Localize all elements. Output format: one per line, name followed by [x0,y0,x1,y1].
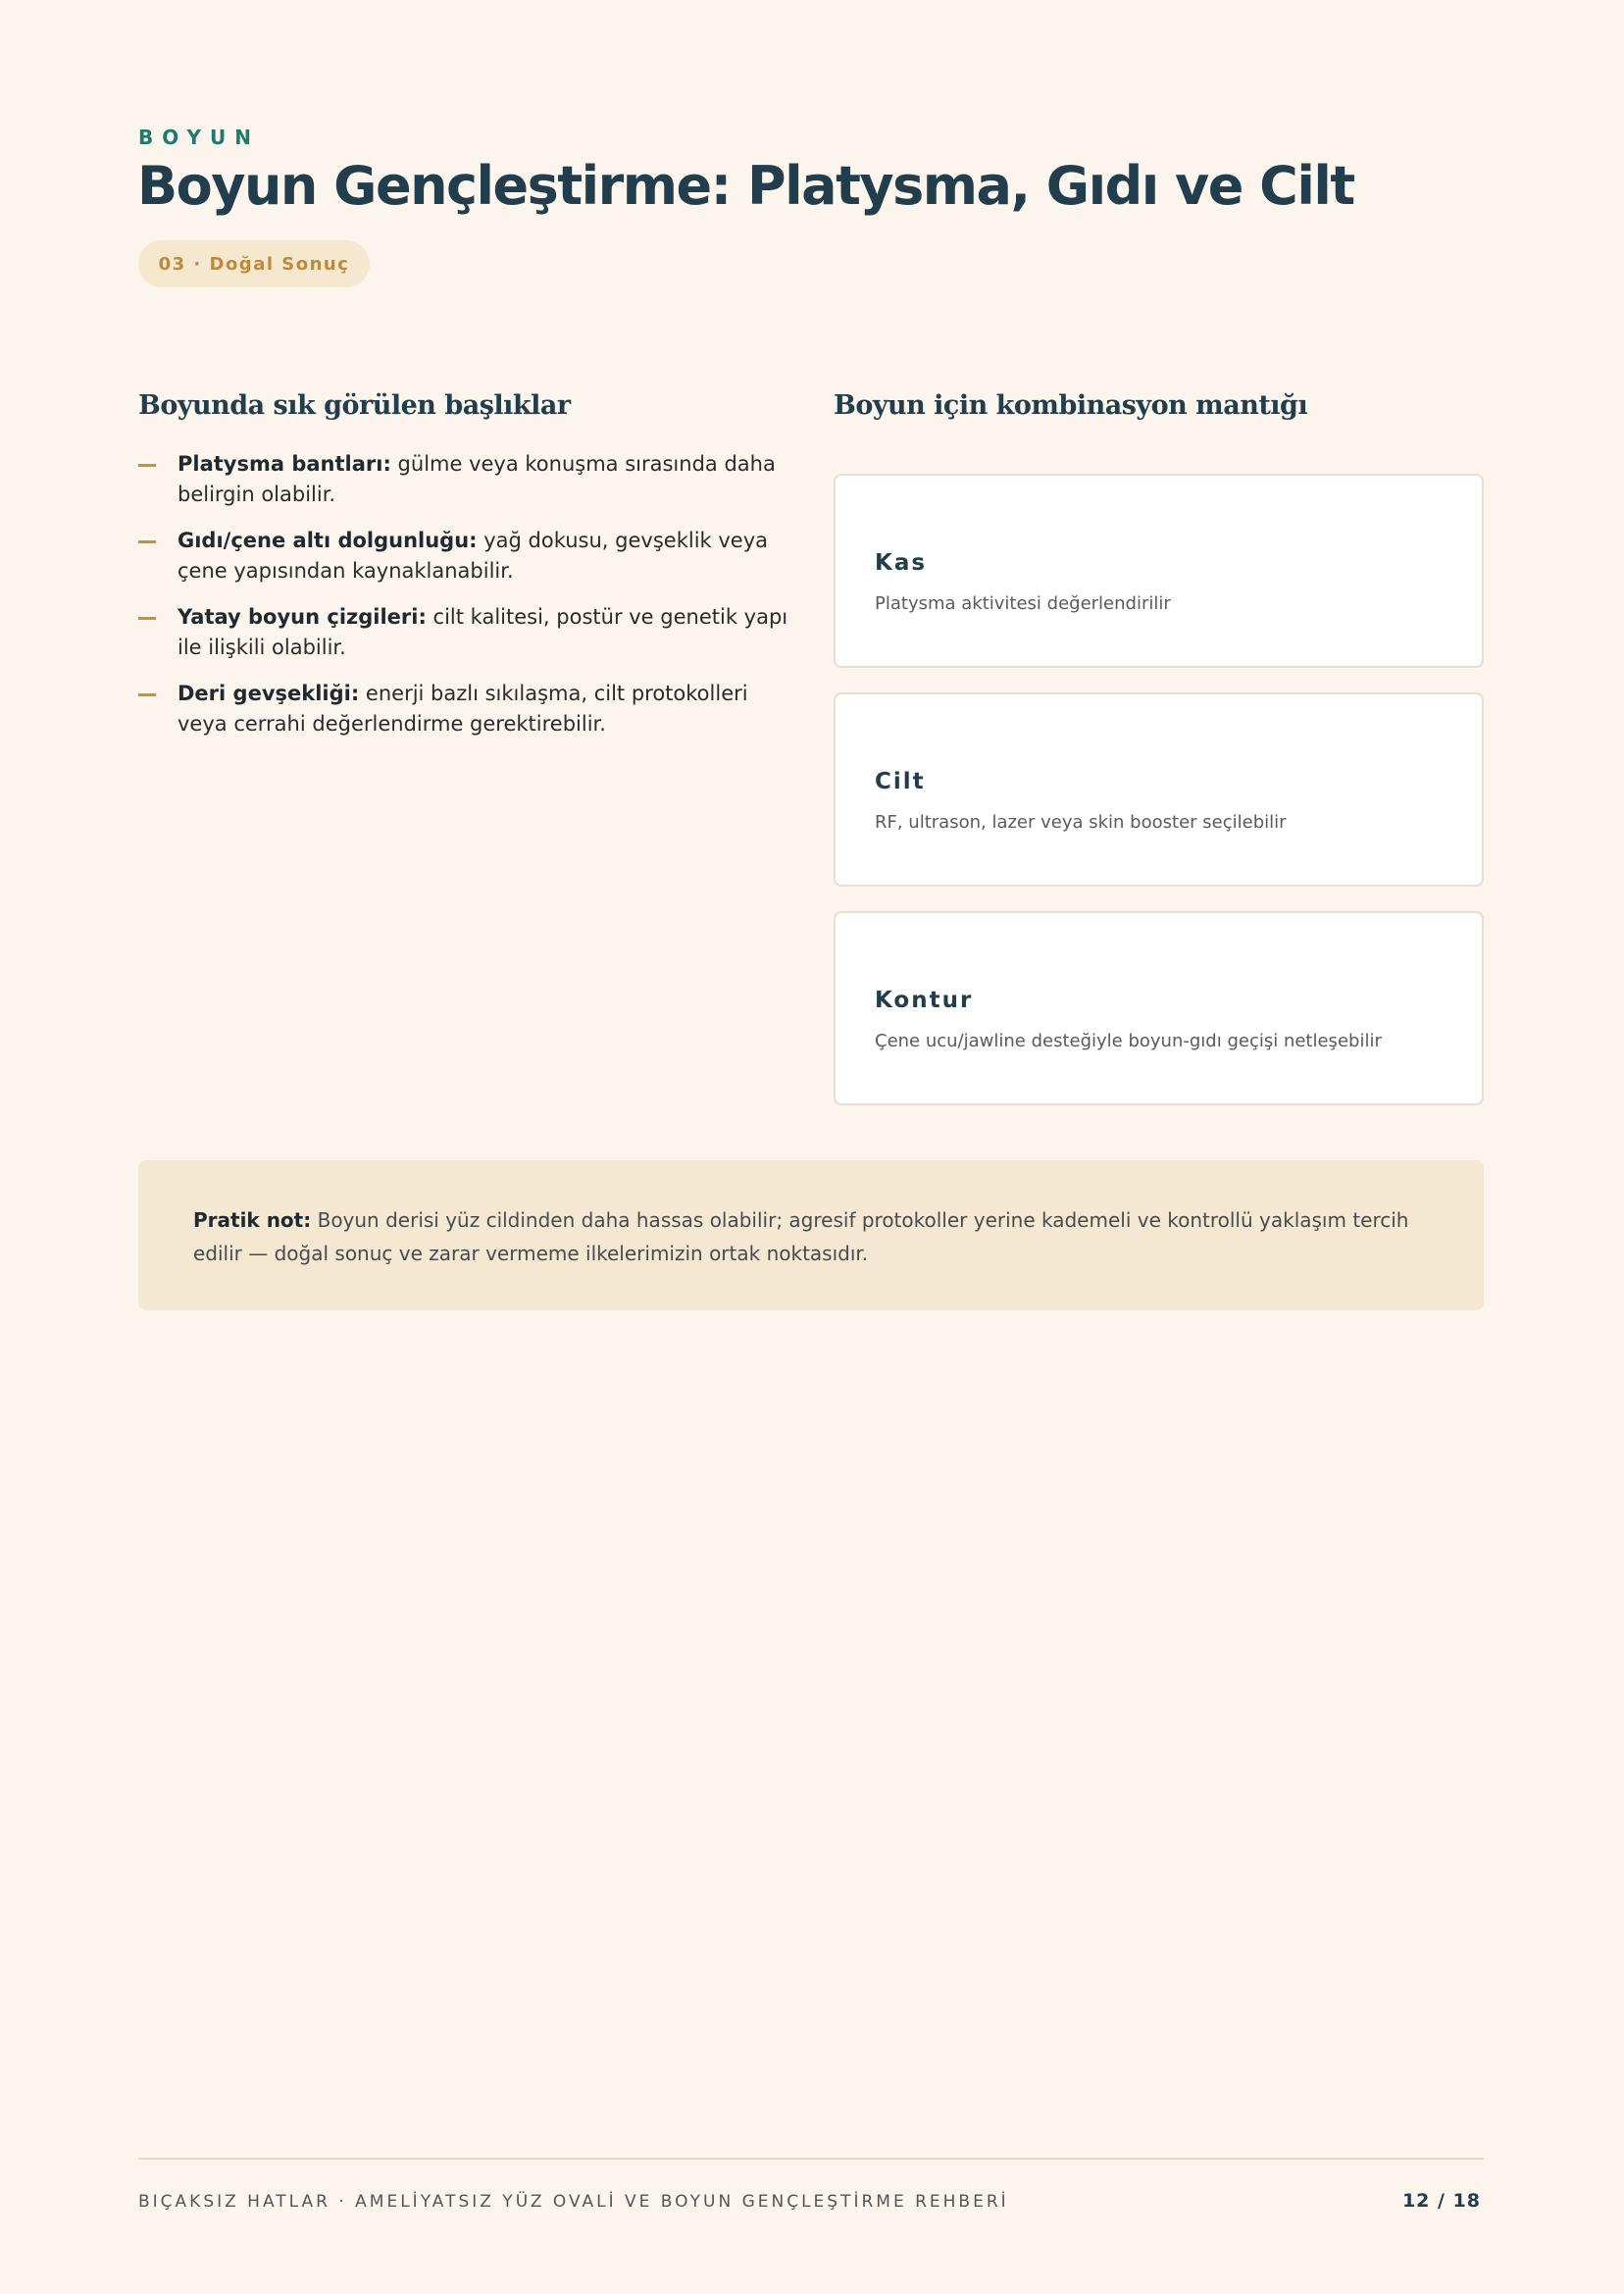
card-text: RF, ultrason, lazer veya skin booster seçilebilir [875,812,1287,833]
list-item [138,602,795,663]
dash-bullet-icon [138,540,156,543]
card-muscle [834,474,1484,668]
bullet-term: Yatay boyun çizgileri: [178,605,427,629]
page-number: 12 / 18 [1401,2190,1481,2212]
dash-bullet-icon [138,617,156,620]
bullet-term: Platysma bantları: [178,452,391,476]
left-column-heading: Boyunda sık görülen başlıklar [138,390,571,421]
footer-divider [138,2158,1484,2160]
card-title: Kontur [875,988,974,1013]
bullet-term: Gıdı/çene altı dolgunluğu: [178,529,478,552]
note-label: Pratik not: [193,1208,312,1232]
note-text: Boyun derisi yüz cildinden daha hassas olabilir; agresif protokoller yerine kademeli ve kontrollü yaklaşım tercih edilir — doğal sonuç ve zarar vermeme ilkelerimizin ortak noktasıdır. [193,1208,1409,1265]
dash-bullet-icon [138,464,156,467]
bullet-text: gülme veya konuşma sırasında daha belirgin olabilir. [178,452,776,506]
list-item [138,526,795,586]
bullet-term: Deri gevşekliği: [178,682,360,705]
bullet-text: enerji bazlı sıkılaşma, cilt protokolleri veya cerrahi değerlendirme gerektirebilir. [178,682,748,736]
card-title: Cilt [875,769,926,794]
right-column-heading: Boyun için kombinasyon mantığı [834,390,1308,421]
list-item [138,449,795,510]
bullet-text: yağ dokusu, gevşeklik veya çene yapısından kaynaklanabilir. [178,529,769,583]
card-text: Çene ucu/jawline desteğiyle boyun-gıdı geçişi netleşebilir [875,1031,1382,1051]
chapter-tag: 03 · Doğal Sonuç [138,240,370,287]
list-item [138,679,795,739]
combination-cards [834,474,1484,1130]
dash-bullet-icon [138,693,156,696]
card-skin [834,692,1484,887]
footer-title: BIÇAKSIZ HATLAR · AMELİYATSIZ YÜZ OVALİ VE BOYUN GENÇLEŞTİRME REHBERİ [138,2192,1009,2212]
card-title: Kas [875,550,928,576]
page-title: Boyun Gençleştirme: Platysma, Gıdı ve Cilt [137,155,1354,217]
section-eyebrow: BOYUN [138,126,260,149]
bullet-text: cilt kalitesi, postür ve genetik yapı ile ilişkili olabilir. [178,605,788,659]
card-contour [834,911,1484,1105]
card-text: Platysma aktivitesi değerlendirilir [875,593,1171,614]
bullet-list [138,449,795,755]
practical-note [138,1160,1484,1310]
